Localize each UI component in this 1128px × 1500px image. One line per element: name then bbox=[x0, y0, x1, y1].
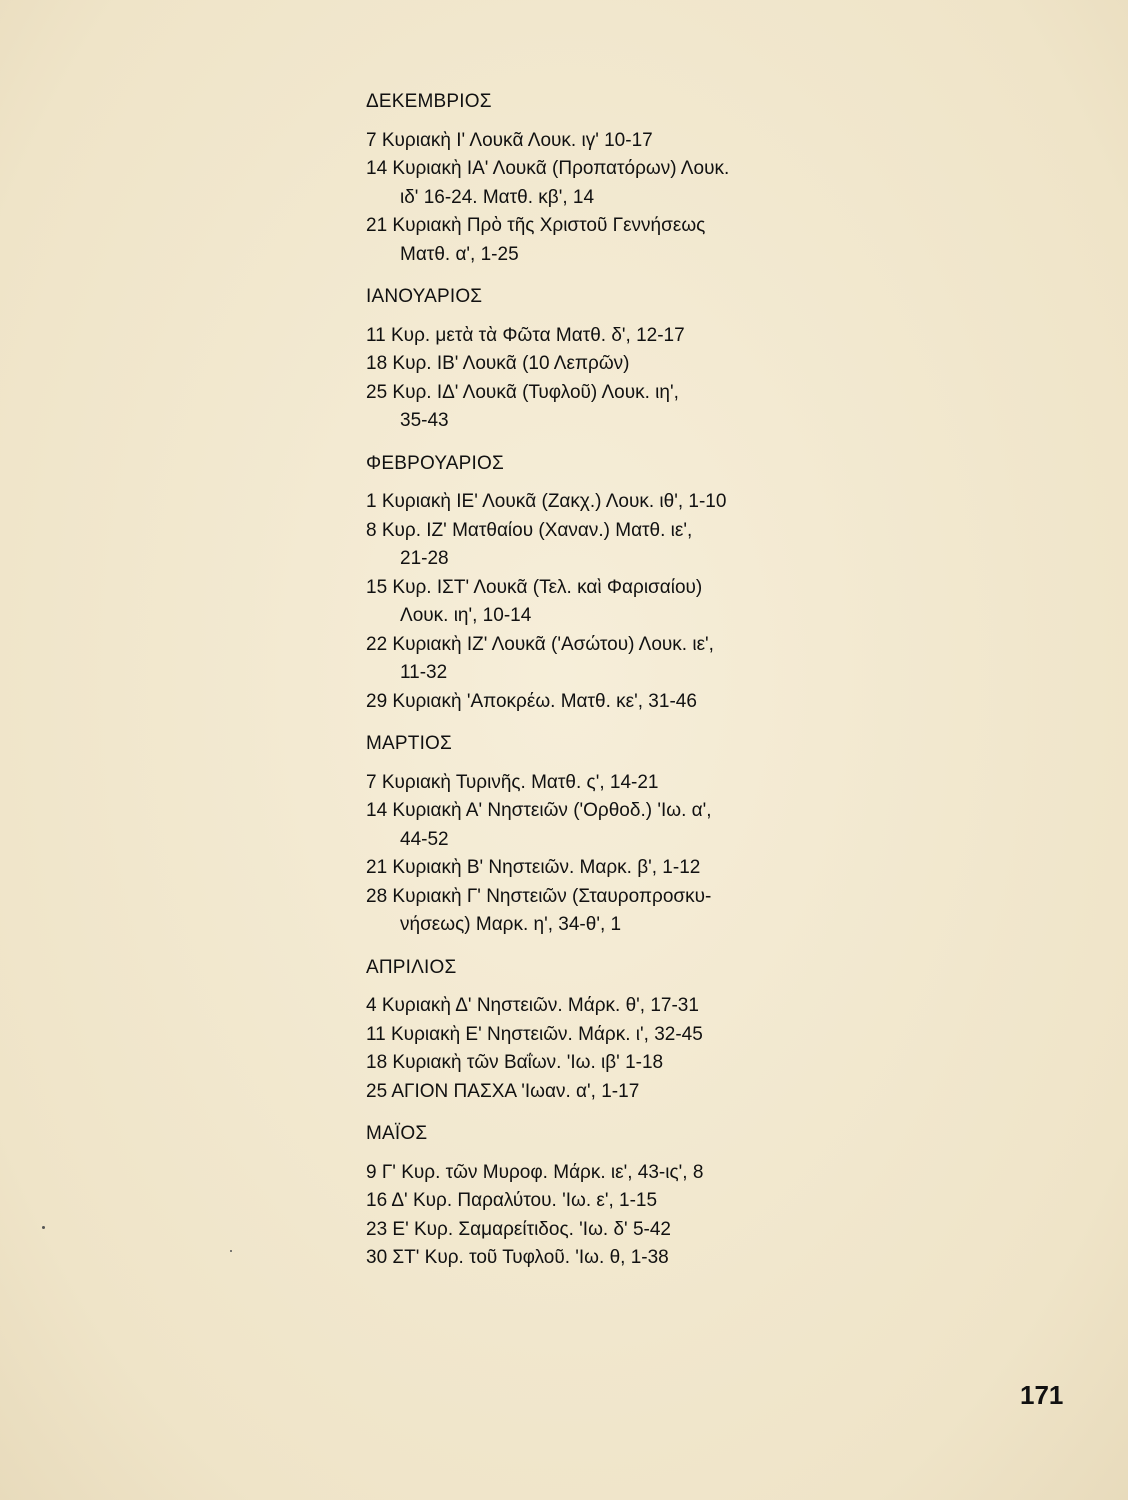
entry-line: 18 Κυριακὴ τῶν Βαΐων. 'Ιω. ιβ' 1-18 bbox=[366, 1052, 664, 1073]
entry-line: 15 Κυρ. ΙΣΤ' Λουκᾶ (Τελ. καὶ Φαρισαίου) bbox=[366, 576, 703, 598]
reading-entry bbox=[366, 488, 836, 517]
entry-continuation: Ματθ. α', 1-25 bbox=[400, 243, 519, 265]
entry-line: 9 Γ' Κυρ. τῶν Μυροφ. Μάρκ. ιε', 43-ις', 8 bbox=[366, 1161, 704, 1183]
entry-line: 18 Κυρ. ΙΒ' Λουκᾶ (10 Λεπρῶν) bbox=[366, 353, 630, 374]
entry-line: 7 Κυριακὴ Ι' Λουκᾶ Λουκ. ιγ' 10-17 bbox=[366, 129, 653, 151]
reading-entry bbox=[366, 127, 836, 156]
month-section bbox=[366, 954, 836, 1107]
reading-entry bbox=[366, 1049, 836, 1078]
reading-entry bbox=[366, 1187, 836, 1216]
month-heading: ΙΑΝΟΥΑΡΙΟΣ bbox=[366, 286, 483, 307]
entry-line: 4 Κυριακὴ Δ' Νηστειῶν. Μάρκ. θ', 17-31 bbox=[366, 995, 699, 1016]
entry-line: 22 Κυριακὴ ΙΖ' Λουκᾶ ('Ασώτου) Λουκ. ιε', bbox=[366, 633, 714, 655]
reading-entry bbox=[366, 883, 836, 940]
entry-line: 16 Δ' Κυρ. Παραλύτου. 'Ιω. ε', 1-15 bbox=[366, 1190, 658, 1211]
reading-entry bbox=[366, 1078, 836, 1107]
reading-entry bbox=[366, 574, 836, 631]
reading-entry bbox=[366, 992, 836, 1021]
entry-line: 25 ΑΓΙΟΝ ΠΑΣΧΑ 'Ιωαν. α', 1-17 bbox=[366, 1080, 640, 1102]
page-number: 171 bbox=[1020, 1380, 1064, 1410]
month-section bbox=[366, 283, 836, 436]
reading-entry bbox=[366, 322, 836, 351]
month-heading: ΜΑΪΟΣ bbox=[366, 1123, 428, 1144]
reading-entry bbox=[366, 1159, 836, 1188]
paper-speck bbox=[42, 1226, 45, 1229]
entry-line: 25 Κυρ. ΙΔ' Λουκᾶ (Τυφλοῦ) Λουκ. ιη', bbox=[366, 381, 679, 403]
entry-line: 14 Κυριακὴ Α' Νηστειῶν ('Ορθοδ.) 'Ιω. α', bbox=[366, 800, 712, 821]
reading-entry bbox=[366, 631, 836, 688]
lectionary-list bbox=[366, 88, 836, 1287]
month-heading: ΔΕΚΕΜΒΡΙΟΣ bbox=[366, 91, 492, 112]
entry-line: 11 Κυρ. μετὰ τὰ Φῶτα Ματθ. δ', 12-17 bbox=[366, 324, 685, 346]
entry-line: 21 Κυριακὴ Β' Νηστειῶν. Μαρκ. β', 1-12 bbox=[366, 857, 701, 878]
entry-continuation: 21-28 bbox=[400, 548, 449, 569]
reading-entry bbox=[366, 1216, 836, 1245]
month-section bbox=[366, 88, 836, 269]
entry-line: 30 ΣΤ' Κυρ. τοῦ Τυφλοῦ. 'Ιω. θ, 1-38 bbox=[366, 1247, 669, 1268]
reading-entry bbox=[366, 517, 836, 574]
reading-entry bbox=[366, 212, 836, 269]
entry-line: 23 Ε' Κυρ. Σαμαρείτιδος. 'Ιω. δ' 5-42 bbox=[366, 1218, 671, 1240]
entry-line: 11 Κυριακὴ Ε' Νηστειῶν. Μάρκ. ι', 32-45 bbox=[366, 1023, 703, 1045]
month-section bbox=[366, 730, 836, 940]
entry-continuation: 44-52 bbox=[400, 828, 449, 850]
entry-continuation: ιδ' 16-24. Ματθ. κβ', 14 bbox=[400, 186, 595, 208]
entry-line: 1 Κυριακὴ ΙΕ' Λουκᾶ (Ζακχ.) Λουκ. ιθ', 1-10 bbox=[366, 491, 727, 512]
reading-entry bbox=[366, 350, 836, 379]
reading-entry bbox=[366, 797, 836, 854]
entry-continuation: 35-43 bbox=[400, 410, 449, 431]
reading-entry bbox=[366, 155, 836, 212]
reading-entry bbox=[366, 379, 836, 436]
entry-continuation: νήσεως) Μαρκ. η', 34-θ', 1 bbox=[400, 914, 622, 935]
reading-entry bbox=[366, 688, 836, 717]
entry-line: 28 Κυριακὴ Γ' Νηστειῶν (Σταυροπροσκυ- bbox=[366, 885, 712, 907]
month-section bbox=[366, 1120, 836, 1273]
reading-entry bbox=[366, 1021, 836, 1050]
paper-speck bbox=[230, 1250, 232, 1252]
entry-line: 8 Κυρ. ΙΖ' Ματθαίου (Χαναν.) Ματθ. ιε', bbox=[366, 519, 693, 541]
reading-entry bbox=[366, 769, 836, 798]
reading-entry bbox=[366, 854, 836, 883]
month-heading: ΦΕΒΡΟΥΑΡΙΟΣ bbox=[366, 452, 504, 474]
entry-line: 29 Κυριακὴ 'Αποκρέω. Ματθ. κε', 31-46 bbox=[366, 690, 697, 712]
entry-line: 21 Κυριακὴ Πρὸ τῆς Χριστοῦ Γεννήσεως bbox=[366, 215, 706, 236]
entry-line: 14 Κυριακὴ ΙΑ' Λουκᾶ (Προπατόρων) Λουκ. bbox=[366, 158, 730, 179]
month-heading: ΜΑΡΤΙΟΣ bbox=[366, 733, 452, 754]
entry-line: 7 Κυριακὴ Τυρινῆς. Ματθ. ς', 14-21 bbox=[366, 771, 659, 793]
entry-continuation: 11-32 bbox=[400, 662, 448, 683]
month-heading: ΑΠΡΙΛΙΟΣ bbox=[366, 956, 457, 978]
entry-continuation: Λουκ. ιη', 10-14 bbox=[400, 605, 532, 626]
month-section bbox=[366, 450, 836, 717]
reading-entry bbox=[366, 1244, 836, 1273]
